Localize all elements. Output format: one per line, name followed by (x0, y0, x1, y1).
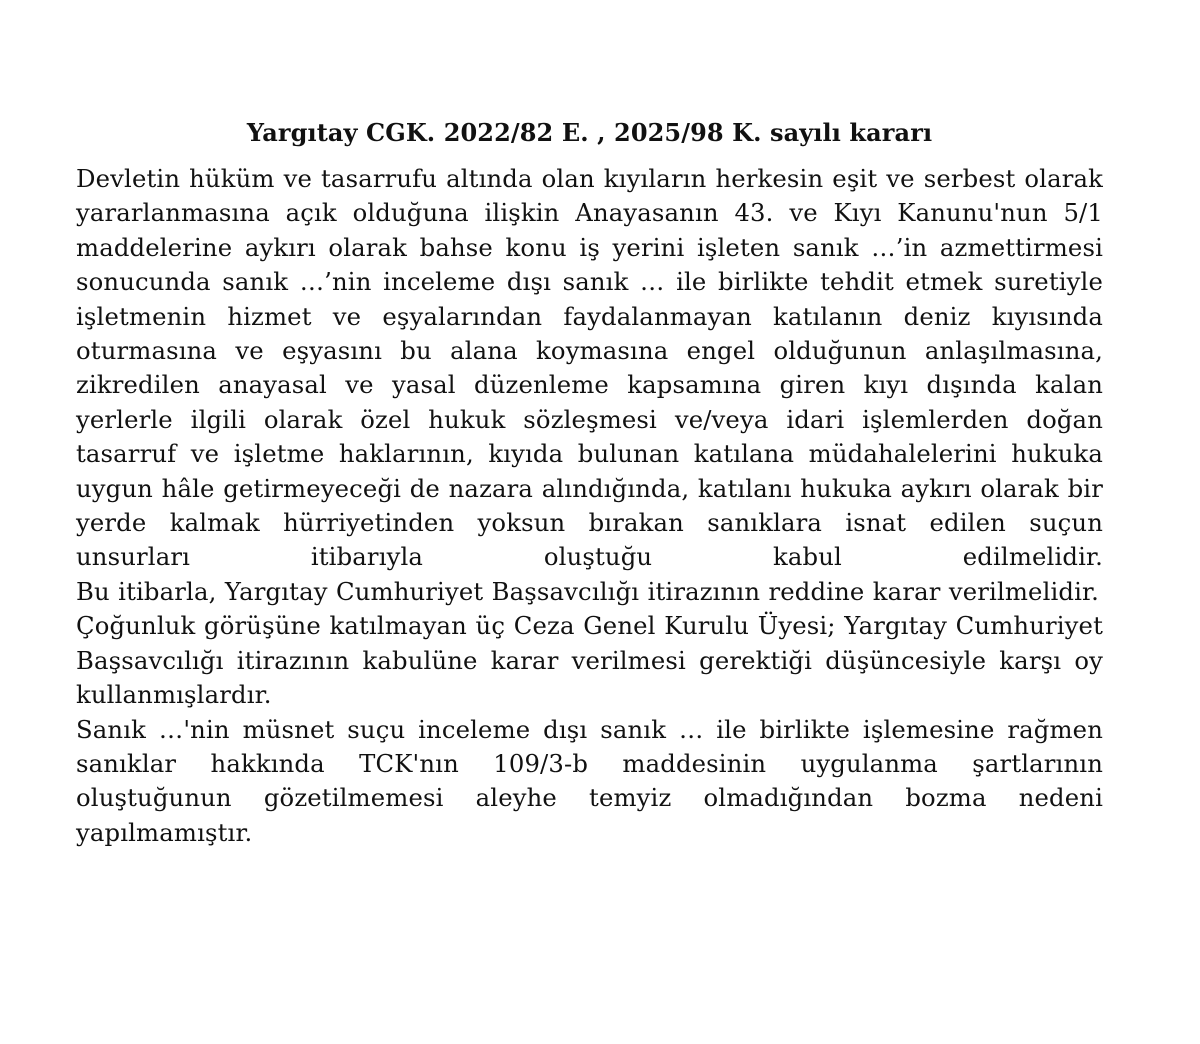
paragraph-conclusion: Bu itibarla, Yargıtay Cumhuriyet Başsavcılığı itirazının reddine karar verilmelidir. (76, 576, 1100, 606)
document-title: Yargıtay CGK. 2022/82 E. , 2025/98 K. sayılı kararı (246, 118, 933, 147)
paragraph-dissent: Çoğunluk görüşüne katılmayan üç Ceza Genel Kurulu Üyesi; Yargıtay Cumhuriyet Başsavcılığı itirazının kabulüne karar verilmesi gerektiği düşüncesiyle karşı oy kullanmışlardır. (76, 611, 1103, 710)
paragraph-decision-reasoning: Devletin hüküm ve tasarrufu altında olan kıyıların herkesin eşit ve serbest olarak yararlanmasına açık olduğuna ilişkin Anayasanın 43. ve Kıyı Kanunu'nun 5/1 maddelerine aykırı olarak bahse konu iş yerini işleten sanık …’in azmettirmesi sonucunda sanık …’nin inceleme dışı sanık … ile birlikte tehdit etmek suretiyle işletmenin hizmet ve eşyalarından faydalanmayan katılanın deniz kıyısında oturmasına ve eşyasını bu alana koymasına engel olduğunun anlaşılmasına, zikredilen anayasal ve yasal düzenleme kapsamına giren kıyı dışında kalan yerlerle ilgili olarak özel hukuk sözleşmesi ve/veya idari işlemlerden doğan tasarruf ve işletme haklarının, kıyıda bulunan katılana müdahalelerini hukuka uygun hâle getirmeyeceği de nazara alındığında, katılanı hukuka aykırı olarak bir yerde kalmak hürriyetinden yoksun bırakan sanıklara isnat edilen suçun unsurları itibarıyla oluştuğu kabul edilmelidir. (76, 164, 1103, 572)
paragraph-note: Sanık …'nin müsnet suçu inceleme dışı sanık … ile birlikte işlemesine rağmen sanıklar hakkında TCK'nın 109/3-b maddesinin uygulanma şartlarının oluştuğunun gözetilmemesi aleyhe temyiz olmadığından bozma nedeni yapılmamıştır. (76, 714, 1103, 847)
document-body (76, 116, 1103, 850)
